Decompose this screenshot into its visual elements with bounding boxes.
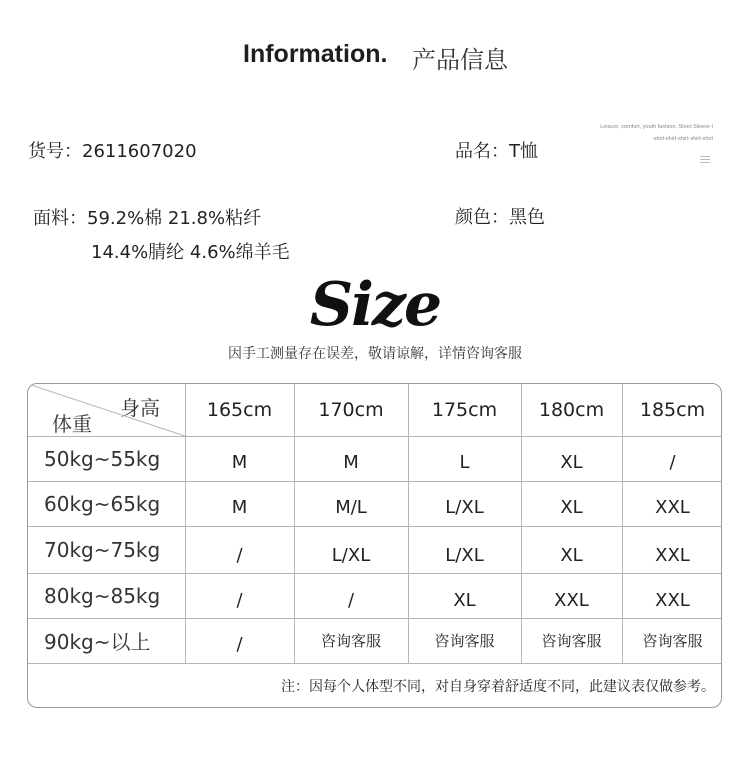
product-name-value: T恤: [509, 141, 538, 162]
weight-label: 90kg~以上: [44, 630, 151, 654]
color-label: 颜色：: [455, 207, 509, 228]
size-cell: /: [669, 452, 676, 473]
size-cell: XL: [560, 497, 583, 518]
fabric-line1: 59.2%棉 21.8%粘纤: [87, 208, 262, 229]
size-cell: 咨询客服: [320, 632, 381, 650]
fabric: [33, 204, 261, 230]
size-cell: M/L: [335, 497, 367, 518]
size-cell: /: [236, 590, 243, 611]
color: [455, 203, 545, 229]
deco-text-line1: Leisure, comfort, youth fashion, Short Sleeve t: [600, 124, 713, 130]
size-cell: L/XL: [445, 497, 484, 518]
weight-label: 60kg~65kg: [44, 491, 161, 516]
table-footnote: 注：因每个人体型不同，对自身穿着舒适度不同，此建议表仅做参考。: [281, 679, 715, 695]
size-cell: XXL: [655, 545, 690, 566]
measurement-note: 因手工测量存在误差，敬请谅解，详情咨询客服: [228, 346, 522, 362]
item-number-label: 货号：: [28, 141, 82, 162]
height-header: 180cm: [538, 399, 605, 421]
weight-label: 70kg~75kg: [44, 537, 161, 562]
fabric-line2: 14.4%腈纶 4.6%绵羊毛: [91, 242, 290, 263]
size-cell: XXL: [655, 497, 690, 518]
size-cell: 咨询客服: [642, 632, 703, 650]
height-header: 185cm: [639, 399, 706, 421]
deco-text-line2: -shirt-shirt-shirt-shirt-shirt: [651, 136, 713, 142]
size-cell: M: [231, 497, 248, 518]
corner-height-label: 身高: [120, 396, 160, 420]
row-divider: [28, 663, 721, 664]
color-value: 黑色: [509, 207, 545, 228]
size-cell: 咨询客服: [434, 632, 495, 650]
height-header: 170cm: [318, 399, 384, 421]
size-cell: XL: [560, 545, 583, 566]
corner-weight-label: 体重: [52, 412, 92, 436]
height-header: 175cm: [431, 399, 498, 421]
size-cell: M: [231, 452, 248, 473]
size-cell: L/XL: [331, 545, 371, 566]
size-cell: /: [236, 634, 243, 655]
size-chart-table: [27, 383, 722, 708]
product-name: [455, 137, 538, 163]
weight-label: 80kg~85kg: [44, 583, 161, 608]
height-header: 165cm: [206, 399, 273, 421]
fabric-label: 面料：: [33, 208, 87, 229]
size-title: Size: [309, 270, 441, 340]
size-cell: /: [347, 590, 355, 611]
info-title-cn: 产品信息: [412, 46, 508, 74]
list-icon: [700, 156, 710, 165]
info-title-en: Information.: [243, 40, 388, 68]
product-name-label: 品名：: [455, 141, 509, 162]
size-cell: XXL: [554, 590, 589, 611]
item-number: [28, 137, 197, 163]
size-cell: L: [459, 452, 470, 473]
size-cell: XL: [560, 452, 583, 473]
size-cell: XXL: [655, 590, 690, 611]
size-cell: /: [236, 545, 243, 566]
weight-label: 50kg~55kg: [44, 446, 161, 471]
size-cell: M: [343, 452, 359, 473]
size-cell: 咨询客服: [541, 632, 602, 650]
item-number-value: 2611607020: [82, 141, 197, 162]
size-cell: XL: [453, 590, 476, 611]
size-cell: L/XL: [445, 545, 484, 566]
